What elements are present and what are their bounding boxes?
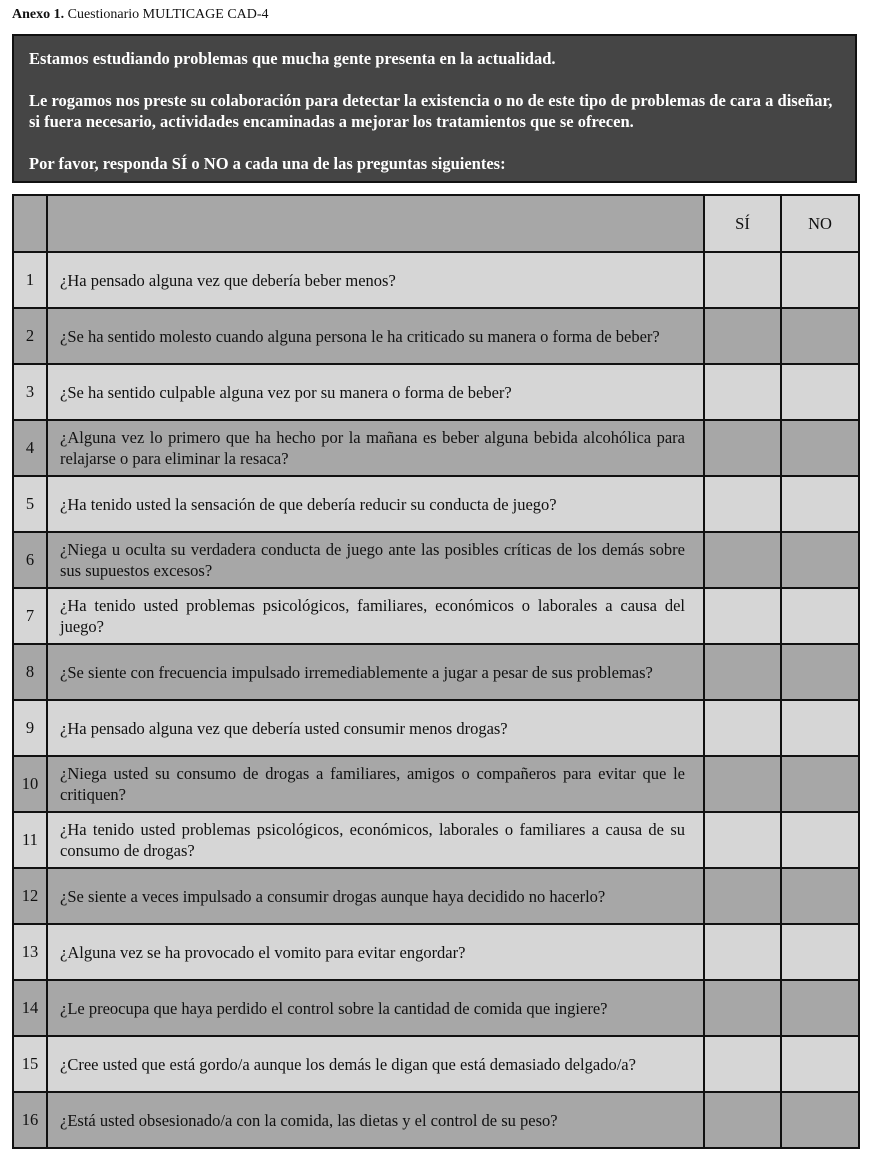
question-number: 4 xyxy=(13,420,47,476)
answer-no-cell[interactable] xyxy=(781,812,859,868)
question-row xyxy=(13,308,859,364)
answer-yes-cell[interactable] xyxy=(704,420,781,476)
question-number: 14 xyxy=(13,980,47,1036)
answer-no-cell[interactable] xyxy=(781,308,859,364)
answer-yes-cell[interactable] xyxy=(704,812,781,868)
answer-yes-cell[interactable] xyxy=(704,252,781,308)
question-row xyxy=(13,476,859,532)
question-text: ¿Ha pensado alguna vez que debería beber menos? xyxy=(47,252,704,308)
question-number: 12 xyxy=(13,868,47,924)
answer-yes-cell[interactable] xyxy=(704,756,781,812)
question-number: 11 xyxy=(13,812,47,868)
answer-yes-cell[interactable] xyxy=(704,364,781,420)
question-text: ¿Ha tenido usted la sensación de que debería reducir su conducta de juego? xyxy=(47,476,704,532)
questionnaire-table xyxy=(12,194,860,1149)
answer-yes-cell[interactable] xyxy=(704,588,781,644)
answer-no-cell[interactable] xyxy=(781,868,859,924)
answer-yes-cell[interactable] xyxy=(704,868,781,924)
question-row xyxy=(13,532,859,588)
answer-yes-cell[interactable] xyxy=(704,980,781,1036)
question-number: 6 xyxy=(13,532,47,588)
question-number: 2 xyxy=(13,308,47,364)
question-number: 3 xyxy=(13,364,47,420)
question-text: ¿Alguna vez se ha provocado el vomito para evitar engordar? xyxy=(47,924,704,980)
answer-yes-cell[interactable] xyxy=(704,476,781,532)
question-text: ¿Cree usted que está gordo/a aunque los demás le digan que está demasiado delgado/a? xyxy=(47,1036,704,1092)
answer-yes-cell[interactable] xyxy=(704,308,781,364)
answer-no-cell[interactable] xyxy=(781,364,859,420)
answer-no-cell[interactable] xyxy=(781,532,859,588)
intro-box xyxy=(12,34,857,183)
question-text: ¿Alguna vez lo primero que ha hecho por la mañana es beber alguna bebida alcohólica para relajarse o para eliminar la resaca? xyxy=(47,420,704,476)
header-question-cell xyxy=(47,195,704,252)
answer-no-cell[interactable] xyxy=(781,1092,859,1148)
answer-no-cell[interactable] xyxy=(781,252,859,308)
question-text: ¿Le preocupa que haya perdido el control sobre la cantidad de comida que ingiere? xyxy=(47,980,704,1036)
question-text: ¿Está usted obsesionado/a con la comida, las dietas y el control de su peso? xyxy=(47,1092,704,1148)
header-yes: SÍ xyxy=(704,195,781,252)
header-no: NO xyxy=(781,195,859,252)
question-number: 1 xyxy=(13,252,47,308)
answer-yes-cell[interactable] xyxy=(704,700,781,756)
header-number-cell xyxy=(13,195,47,252)
question-number: 13 xyxy=(13,924,47,980)
answer-no-cell[interactable] xyxy=(781,420,859,476)
question-row xyxy=(13,700,859,756)
answer-no-cell[interactable] xyxy=(781,980,859,1036)
question-number: 5 xyxy=(13,476,47,532)
answer-yes-cell[interactable] xyxy=(704,924,781,980)
question-text: ¿Niega usted su consumo de drogas a familiares, amigos o compañeros para evitar que le critiquen? xyxy=(47,756,704,812)
answer-no-cell[interactable] xyxy=(781,1036,859,1092)
question-row xyxy=(13,980,859,1036)
intro-line-1: Estamos estudiando problemas que mucha gente presenta en la actualidad. xyxy=(29,49,556,68)
question-number: 8 xyxy=(13,644,47,700)
question-row xyxy=(13,1092,859,1148)
caption-title: Cuestionario MULTICAGE CAD-4 xyxy=(67,7,269,22)
question-row xyxy=(13,252,859,308)
question-row xyxy=(13,812,859,868)
question-number: 7 xyxy=(13,588,47,644)
question-text: ¿Ha tenido usted problemas psicológicos, familiares, económicos o laborales a causa del juego? xyxy=(47,588,704,644)
question-row xyxy=(13,868,859,924)
answer-no-cell[interactable] xyxy=(781,644,859,700)
question-row xyxy=(13,924,859,980)
intro-line-2: Le rogamos nos preste su colaboración para detectar la existencia o no de este tipo de problemas de cara a diseñar, si fuera necesario, actividades encaminadas a mejorar los tratamientos que se ofrecen. xyxy=(29,91,833,131)
answer-no-cell[interactable] xyxy=(781,588,859,644)
question-text: ¿Se siente con frecuencia impulsado irremediablemente a jugar a pesar de sus problemas? xyxy=(47,644,704,700)
figure-caption xyxy=(12,7,269,23)
answer-yes-cell[interactable] xyxy=(704,532,781,588)
answer-yes-cell[interactable] xyxy=(704,1092,781,1148)
question-row xyxy=(13,644,859,700)
question-text: ¿Se ha sentido molesto cuando alguna persona le ha criticado su manera o forma de beber? xyxy=(47,308,704,364)
answer-yes-cell[interactable] xyxy=(704,1036,781,1092)
question-row xyxy=(13,588,859,644)
question-number: 10 xyxy=(13,756,47,812)
caption-label: Anexo 1. xyxy=(12,7,65,22)
question-row xyxy=(13,756,859,812)
answer-no-cell[interactable] xyxy=(781,700,859,756)
question-text: ¿Ha tenido usted problemas psicológicos, económicos, laborales o familiares a causa de su consumo de drogas? xyxy=(47,812,704,868)
intro-line-3: Por favor, responda SÍ o NO a cada una de las preguntas siguientes: xyxy=(29,154,506,173)
question-number: 9 xyxy=(13,700,47,756)
answer-yes-cell[interactable] xyxy=(704,644,781,700)
answer-no-cell[interactable] xyxy=(781,756,859,812)
question-row xyxy=(13,364,859,420)
question-text: ¿Se ha sentido culpable alguna vez por su manera o forma de beber? xyxy=(47,364,704,420)
answer-no-cell[interactable] xyxy=(781,476,859,532)
question-number: 16 xyxy=(13,1092,47,1148)
question-number: 15 xyxy=(13,1036,47,1092)
answer-no-cell[interactable] xyxy=(781,924,859,980)
question-text: ¿Niega u oculta su verdadera conducta de juego ante las posibles críticas de los demás sobre sus supuestos excesos? xyxy=(47,532,704,588)
question-text: ¿Se siente a veces impulsado a consumir drogas aunque haya decidido no hacerlo? xyxy=(47,868,704,924)
question-row xyxy=(13,420,859,476)
question-row xyxy=(13,1036,859,1092)
header-row xyxy=(13,195,859,252)
question-text: ¿Ha pensado alguna vez que debería usted consumir menos drogas? xyxy=(47,700,704,756)
